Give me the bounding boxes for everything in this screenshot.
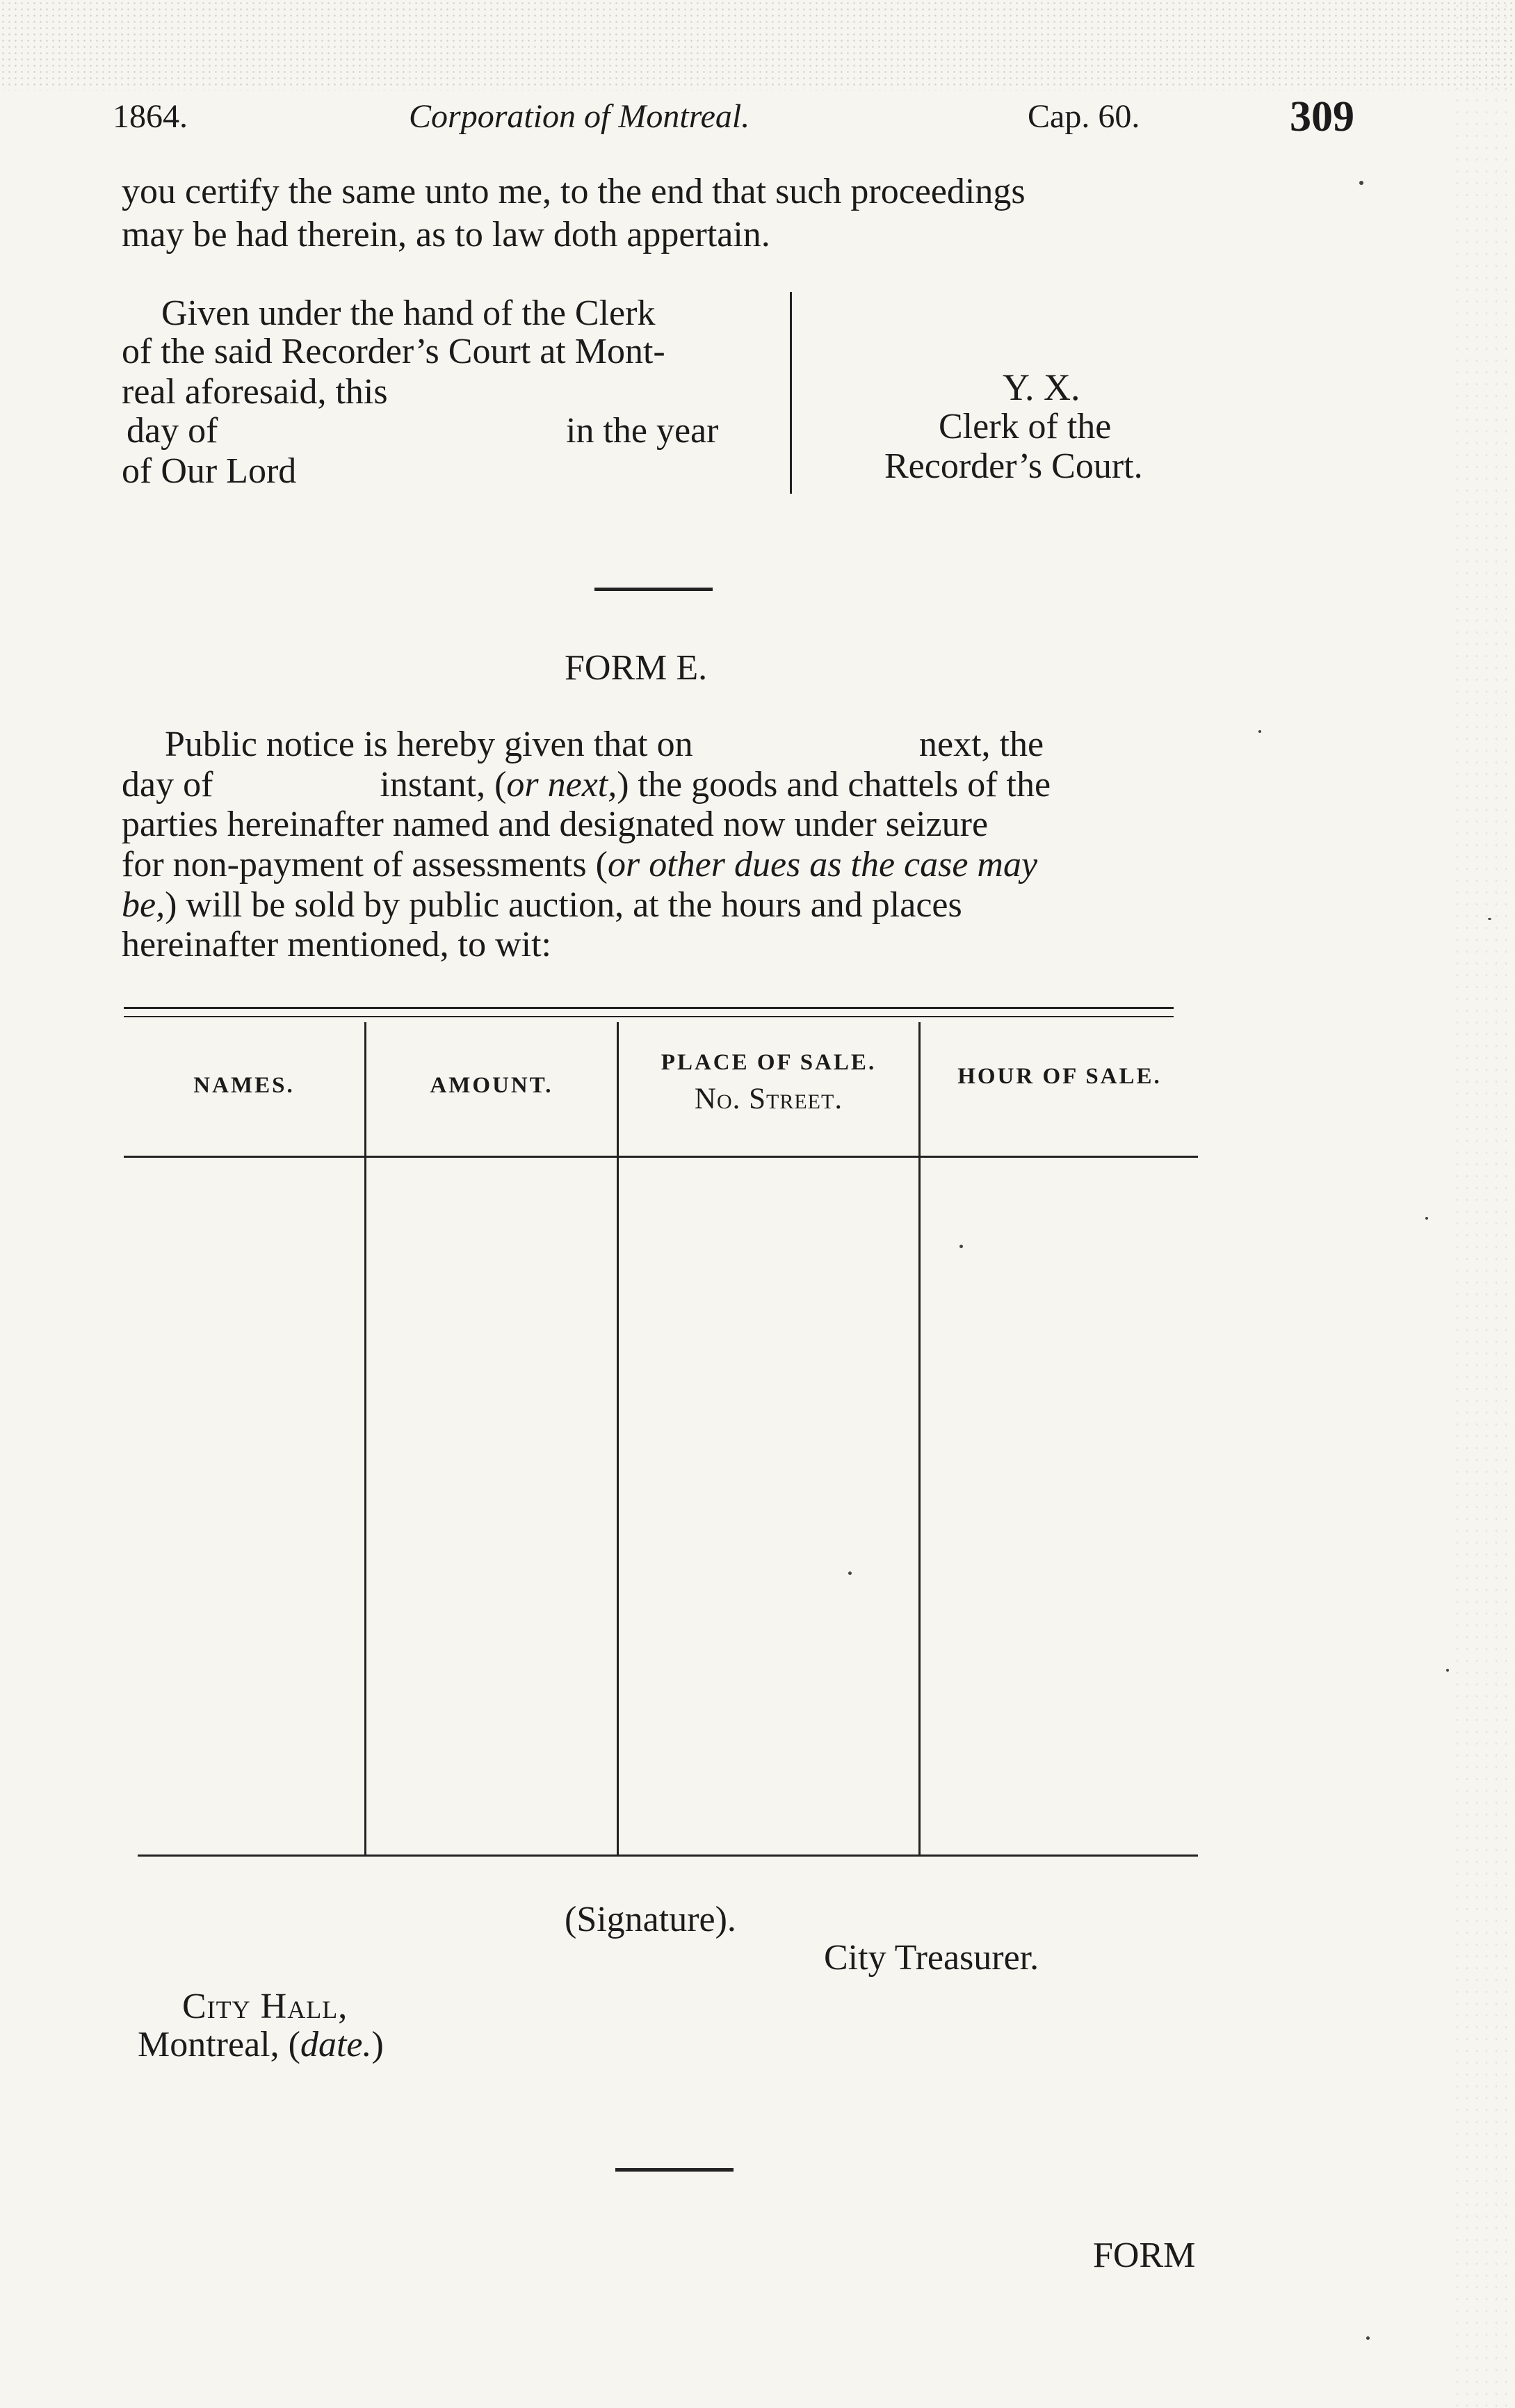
table-top-rule-2	[124, 1016, 1174, 1017]
notice-line-4	[122, 847, 1037, 883]
col-header-place-sub: No. Street.	[694, 1083, 843, 1115]
speck	[1446, 1669, 1449, 1672]
col-header-names: NAMES.	[193, 1073, 295, 1098]
notice-line-5	[122, 887, 962, 923]
signature-label: (Signature).	[565, 1900, 736, 1939]
table-bottom-rule	[138, 1855, 1198, 1857]
notice-line-1a: Public notice is hereby given that on	[165, 725, 693, 764]
col-header-place: PLACE OF SALE.	[661, 1050, 877, 1075]
given-line-4: day of	[127, 411, 218, 451]
speck	[1359, 181, 1363, 185]
table-top-rule-1	[124, 1007, 1174, 1009]
notice-line-2c: or next,	[506, 765, 617, 805]
speck	[1366, 2336, 1370, 2340]
speck	[959, 1245, 963, 1248]
divider-1	[594, 588, 713, 591]
speck	[1488, 918, 1491, 920]
divider-2	[615, 2168, 734, 2172]
column-rule-1	[364, 1022, 366, 1857]
notice-line-2b: instant, (	[380, 765, 507, 805]
speck	[1258, 730, 1261, 733]
notice-line-3: parties hereinafter named and designated now under seizure	[122, 805, 989, 844]
given-line-6: of Our Lord	[122, 451, 297, 491]
montreal-date	[138, 2027, 384, 2063]
notice-line-1b: next, the	[919, 725, 1044, 764]
col-header-hour: HOUR OF SALE.	[957, 1064, 1162, 1089]
column-rule-3	[918, 1022, 921, 1857]
header-title: Corporation of Montreal.	[409, 98, 750, 135]
notice-line-2	[122, 767, 1051, 803]
treasurer-label: City Treasurer.	[824, 1938, 1039, 1978]
notice-line-2d: ) the goods and chattels of the	[617, 765, 1051, 805]
page-number: 309	[1290, 93, 1354, 140]
date-placeholder: date.	[300, 2025, 372, 2064]
notice-line-5b: ) will be sold by public auction, at the hours and places	[165, 885, 962, 925]
speck	[1425, 1217, 1428, 1220]
notice-line-2a: day of	[122, 765, 213, 805]
signer-title-2: Recorder’s Court.	[884, 446, 1143, 486]
notice-line-6: hereinafter mentioned, to wit:	[122, 925, 552, 964]
city-hall: City Hall,	[182, 1987, 348, 2026]
speck	[848, 1571, 852, 1575]
notice-line-4b: or other dues as the case may	[607, 845, 1038, 884]
column-rule-2	[617, 1022, 619, 1857]
scan-noise-top	[0, 0, 1515, 90]
col-header-amount: AMOUNT.	[430, 1073, 553, 1098]
given-line-1: Given under the hand of the Clerk	[161, 293, 656, 333]
brace	[772, 292, 792, 494]
header-chapter: Cap. 60.	[1028, 98, 1140, 135]
notice-line-5a: be,	[122, 885, 165, 925]
montreal-label: Montreal, (	[138, 2025, 300, 2064]
form-e-heading: FORM E.	[565, 648, 708, 688]
intro-line-2: may be had therein, as to law doth appertain.	[122, 215, 770, 254]
table-header-rule	[124, 1156, 1198, 1158]
notice-line-4a: for non-payment of assessments (	[122, 845, 608, 884]
catchword: FORM	[1093, 2236, 1196, 2275]
signer-initials: Y. X.	[1003, 366, 1080, 408]
montreal-close: )	[371, 2025, 384, 2064]
scan-noise-right	[1452, 0, 1515, 2408]
given-line-3: real aforesaid, this	[122, 372, 388, 412]
header-year: 1864.	[113, 98, 188, 135]
intro-line-1: you certify the same unto me, to the end that such proceedings	[122, 172, 1026, 211]
given-line-5: in the year	[566, 411, 719, 451]
signer-title-1: Clerk of the	[939, 407, 1112, 446]
given-line-2: of the said Recorder’s Court at Mont-	[122, 332, 665, 371]
